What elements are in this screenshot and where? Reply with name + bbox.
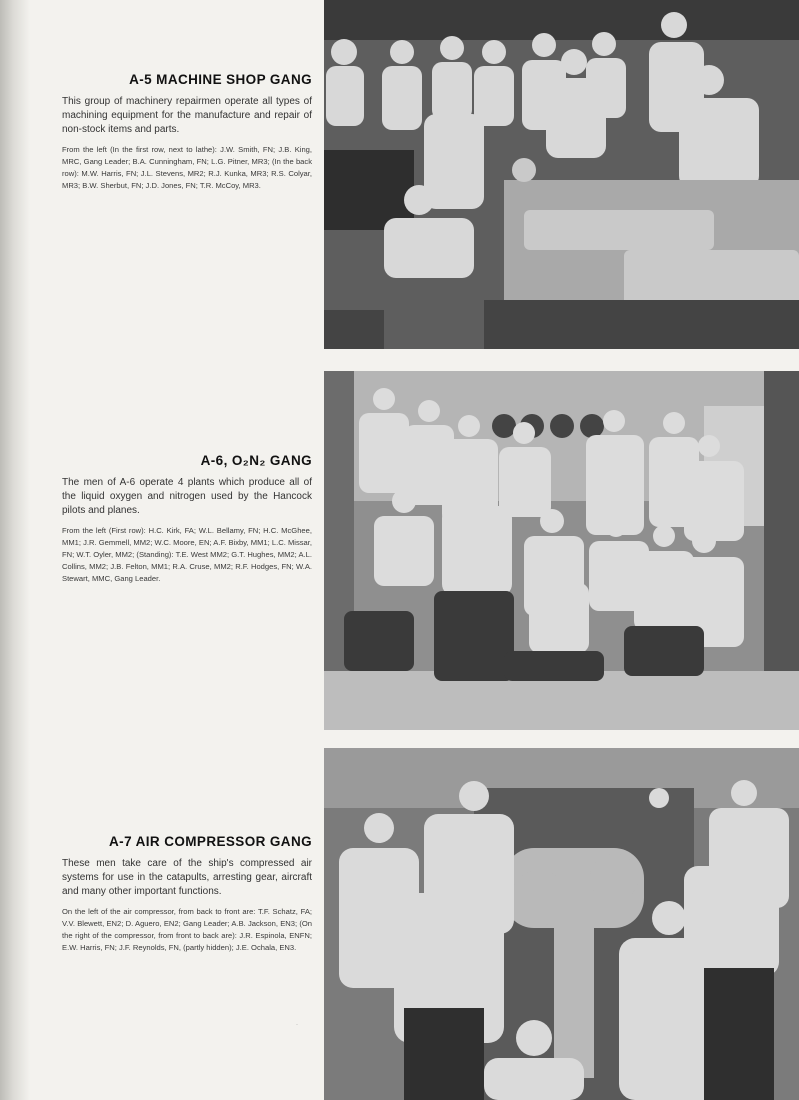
section-a6	[62, 453, 312, 585]
binding-shadow	[0, 0, 30, 1100]
section-title: A-7 AIR COMPRESSOR GANG	[109, 834, 312, 849]
page-speck: ·	[296, 1022, 298, 1028]
section-names: From the left (First row): H.C. Kirk, FA; W.L. Bellamy, FN; H.C. McGhee, MM1; J.R. Gemmell, MM2; W.C. Moore, EN; A.F. Bixby, MM1; L.C. Missar, FN; W.T. Oyler, MM2; (Standing): T.E. West MM2; G.T. Hughes, MM2; A.L. Collins, MM2; J.B. Felton, MM1; R.A. Cruse, MM2; R.F. Hodges, FN; W.A. Stewart, MMC, Gang Leader.	[62, 526, 312, 583]
section-a5	[62, 72, 312, 192]
section-description: These men take care of the ship's compressed air systems for use in the catapults, arresting gear, aircraft and many other important functions.	[62, 858, 312, 897]
section-description: The men of A-6 operate 4 plants which produce all of the liquid oxygen and nitrogen used by the Hancock pilots and planes.	[62, 477, 312, 516]
section-names: On the left of the air compressor, from back to front are: T.F. Schatz, FA; V.V. Blewett, EN2; D. Aguero, EN2; Gang Leader; A.B. Jackson, EN3; (On the right of the compressor, from front to back are): J.R. Espinola, ENFN; E.W. Harris, FN; J.F. Reynolds, FN, (partly hidden); J.E. Ochala, EN3.	[62, 907, 312, 952]
photo-machine-shop	[324, 0, 799, 349]
photo-oxygen-nitrogen-plant	[324, 371, 799, 730]
section-names: From the left (In the first row, next to lathe): J.W. Smith, FN; J.B. King, MRC, Gang Leader; B.A. Cunningham, FN; L.G. Pitner, MR3; (In the back row): M.W. Harris, FN; J.L. Stevens, MR2; R.J. Kunka, MR3; R.S. Colyar, MR3; B.W. Sherbut, FN; J.D. Jones, FN; T.R. McCoy, MR3.	[62, 145, 312, 190]
section-description: This group of machinery repairmen operate all types of machining equipment for the manufacture and repair of non-stock items and parts.	[62, 96, 312, 135]
photo-air-compressor	[324, 748, 799, 1100]
section-a7	[62, 834, 312, 954]
section-title: A-5 MACHINE SHOP GANG	[129, 72, 312, 87]
section-title: A-6, O₂N₂ GANG	[200, 453, 312, 468]
